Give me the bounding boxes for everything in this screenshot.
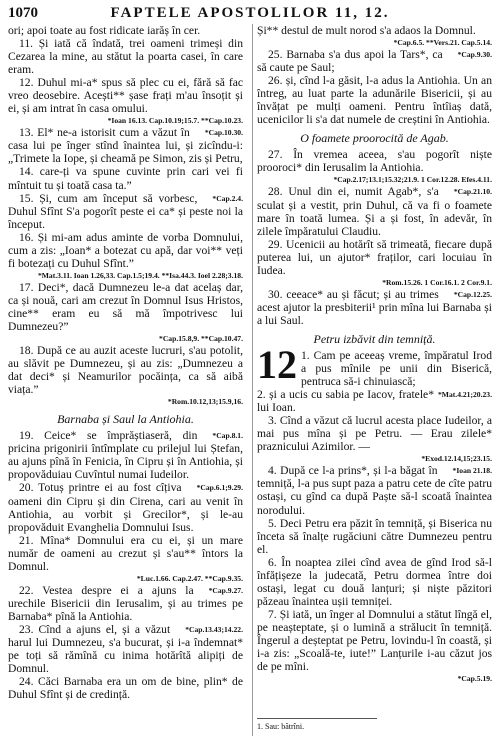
cross-reference: *Cap.5.19. bbox=[457, 674, 492, 684]
verse-28: *Cap.21.10. 28. Unul din ei, numit Agab*, s'a sculat și a vestit, prin Duhul, că va fi o foamete mare în toată lumea. Și a și fost, în adevăr, în zilele împăratului Claudiu. bbox=[257, 185, 492, 238]
section-heading: Barnaba și Saul la Antiohia. bbox=[57, 412, 194, 427]
running-title: FAPTELE APOSTOLILOR 11, 12. bbox=[110, 5, 390, 21]
cross-reference: *Cap.8.1. bbox=[212, 431, 243, 441]
cross-reference: *Rom.15.26. 1 Cor.16.1. 2 Cor.9.1. bbox=[382, 277, 492, 287]
verse-text: Și** destul de mult norod s'a adaos la Domnul. bbox=[257, 24, 476, 37]
section-heading: Petru izbăvit din temniță. bbox=[313, 331, 436, 346]
verse-6: 6. În noaptea zilei cînd avea de gînd Irod să-l înfățișeze la judecată, Petru dormea între doi ostași, legat cu două lanțuri; și niște păzitori păzeau înaintea ușii temniței. bbox=[257, 555, 492, 608]
verse-2: *Mat.4.21;20.23. 2. și a ucis cu sabia pe Iacov, fratele* lui Ioan. bbox=[257, 388, 492, 415]
cross-reference: *Rom.10.12,13;15.9,16. bbox=[167, 397, 243, 407]
cross-reference: *Cap.2.17;13.1;15.32;21.9. 1 Cor.12.28. Efes.4.11. bbox=[333, 175, 492, 185]
cross-reference: *Cap.9.30. bbox=[457, 50, 492, 60]
cross-reference: *Cap.9.27. bbox=[208, 585, 243, 595]
cross-reference: *Ioan 16.13. Cap.10.19;15.7. **Cap.10.23. bbox=[107, 116, 243, 126]
verse-15: *Cap.2.4. 15. Și, cum am început să vorbesc, Duhul Sfînt S'a pogorît peste ei ca* și peste noi la început. bbox=[8, 191, 243, 231]
cross-reference: *Cap.6.5. **Vers.21. Cap.5.14. bbox=[393, 38, 492, 48]
verse-25: *Cap.9.30. 25. Barnaba s'a dus apoi la Tars*, ca să caute pe Saul; bbox=[257, 48, 492, 75]
cross-reference: *Luc.1.66. Cap.2.47. **Cap.9.35. bbox=[136, 573, 243, 583]
verse-13: *Cap.10.30. 13. El* ne-a istorisit cum a văzut în casa lui pe înger stînd înaintea lui, și zicîndu-i: „Trimete la Iope, și cheamă pe Simon, zis și Petru, bbox=[8, 126, 243, 166]
verse-11: 11. Și iată că îndată, trei oameni trimeși din Cezarea la mine, au stătut la poarta casei, în care eram. bbox=[8, 37, 243, 77]
right-column bbox=[257, 24, 492, 716]
verse-7: 7. Și iată, un înger al Domnului a stătut lîngă el, pe neașteptate, și o lumină a strălucit în temniță. Îngerul a deșteptat pe Petru, lovindu-l în coastă, și i-a zis: „Scoală-te, iute!” Lanțurile i-au căzut jos de pe mîni. bbox=[257, 607, 492, 674]
verse-21: 21. Mîna* Domnului era cu ei, și un mare număr de oameni au crezut și s'au** întors la Domnul. bbox=[8, 533, 243, 573]
verse-22: *Cap.9.27. 22. Vestea despre ei a ajuns la urechile Bisericii din Ierusalim, și au trimes pe Barnaba* pînă la Antiohia. bbox=[8, 583, 243, 623]
cross-reference: *Cap.10.30. bbox=[204, 128, 243, 138]
cross-reference: *Cap.6.1;9.29. bbox=[196, 483, 243, 493]
verse-24: 24. Căci Barnaba era un om de bine, plin* de Duhul Sfînt și de credință. bbox=[8, 675, 243, 702]
cross-reference: *Exod.12.14,15;23.15. bbox=[421, 454, 492, 464]
verse-3: 3. Cînd a văzut că lucrul acesta place Iudeilor, a mai pus mîna și pe Petru. — Erau zilele* praznicului Azimilor. — bbox=[257, 414, 492, 454]
chapter-12-verse-1: 12 1. Cam pe aceeaș vreme, împăratul Irod a pus mînile pe unii din Biserică, pentruca să-i chinuiască; bbox=[257, 341, 492, 389]
verse-20: *Cap.6.1;9.29. 20. Totuș printre ei au fost cîțiva oameni din Cipru și din Cirena, cari au venit în Antiohia, au vorbit și Grecilor*, și le-au propovăduit Evanghelia Domnului Isus. bbox=[8, 481, 243, 534]
footnote: 1. Sau: bătrîni. bbox=[257, 722, 305, 731]
verse-27: 27. În vremea aceea, s'au pogorît niște prooroci* din Ierusalim la Antiohia. bbox=[257, 148, 492, 175]
verse-16: 16. Și mi-am adus aminte de vorba Domnului, cum a zis: „Ioan* a botezat cu apă, dar voi** veți fi botezați cu Duhul Sfînt.” bbox=[8, 230, 243, 270]
cross-reference: *Cap.2.4. bbox=[212, 193, 243, 203]
verse-23: *Cap.13.43;14.22. 23. Cînd a ajuns el, și a văzut harul lui Dumnezeu, s'a bucurat, și i-a îndemnat* pe toți să rămînă cu inima hotărîtă alipiți de Domnul. bbox=[8, 622, 243, 676]
cross-reference: *Cap.21.10. bbox=[453, 187, 492, 197]
cross-reference: *Cap.12.25. bbox=[453, 289, 492, 299]
page-header bbox=[8, 5, 492, 25]
verse-30: *Cap.12.25. 30. ceeace* au și făcut; și au trimes acest ajutor la presbiterii¹ prin mîna lui Barnaba și a lui Saul. bbox=[257, 287, 492, 327]
verse-18: 18. După ce au auzit aceste lucruri, s'au potolit, au slăvit pe Dumnezeu, și au zis: „Dumnezeu a dat deci* și Neamurilor pocăința, ca să aibă viața.” bbox=[8, 344, 243, 397]
verse-4: *Ioan 21.18. 4. După ce l-a prins*, și l-a băgat în temniță, l-a pus supt paza a patru cete de cîte patru ostași, cu gînd ca după Paște să-l scoată înaintea norodului. bbox=[257, 464, 492, 517]
verse-14: 14. care-ți va spune cuvinte prin cari vei fi mîntuit tu și toată casa ta.” bbox=[8, 165, 243, 192]
verse-17: 17. Deci*, dacă Dumnezeu le-a dat acelaș dar, ca și nouă, cari am crezut în Domnul Isus Hristos, cine** eram eu să mă împotrivesc lui Dumnezeu?” bbox=[8, 280, 243, 333]
left-column bbox=[8, 24, 243, 736]
verse-12: 12. Duhul mi-a* spus să plec cu ei, fără să fac vreo deosebire. Acești** șase frați m'au însoțit și ei, și am intrat în casa omului. bbox=[8, 76, 243, 116]
verse-text: ori; apoi toate au fost ridicate iarăș în cer. bbox=[8, 24, 201, 37]
cross-reference: *Ioan 21.18. bbox=[452, 466, 492, 476]
verse-26: 26. și, cînd l-a găsit, l-a adus la Antiohia. Un an întreg, au luat parte la adunările Bisericii, și au învățat pe mulți oameni. Pentru întîiaș dată, ucenicilor li s'a dat numele de creștini în Antiohia. bbox=[257, 74, 492, 127]
cross-reference: *Cap.13.43;14.22. bbox=[185, 624, 243, 634]
column-divider bbox=[252, 24, 253, 736]
verse-19: *Cap.8.1. 19. Ceice* se împrăștiaseră, din pricina prigonirii întîmplate cu prilejul lui Ștefan, au ajuns pînă în Fenicia, în Cipru și în Antiohia, și propovăduiau Cuvîntul numai Iudeilor. bbox=[8, 429, 243, 482]
cross-reference: *Cap.15.8,9. **Cap.10.47. bbox=[159, 334, 243, 344]
verse-5: 5. Deci Petru era păzit în temniță, și Biserica nu înceta să înalțe rugăciuni către Dumnezeu pentru el. bbox=[257, 516, 492, 556]
section-heading: O foamete proorocită de Agab. bbox=[300, 131, 449, 146]
cross-reference: *Mat.4.21;20.23. bbox=[438, 390, 492, 400]
verse-29: 29. Ucenicii au hotărît să trimeată, fiecare după puterea lui, un ajutor* fraților, cari locuiau în Iudea. bbox=[257, 237, 492, 277]
footnote-rule bbox=[257, 718, 377, 719]
chapter-number: 12 bbox=[257, 341, 297, 387]
page-number: 1070 bbox=[8, 5, 38, 21]
cross-reference: *Mat.3.11. Ioan 1.26,33. Cap.1.5;19.4. **Isa.44.3. Ioel 2.28;3.18. bbox=[37, 270, 243, 280]
